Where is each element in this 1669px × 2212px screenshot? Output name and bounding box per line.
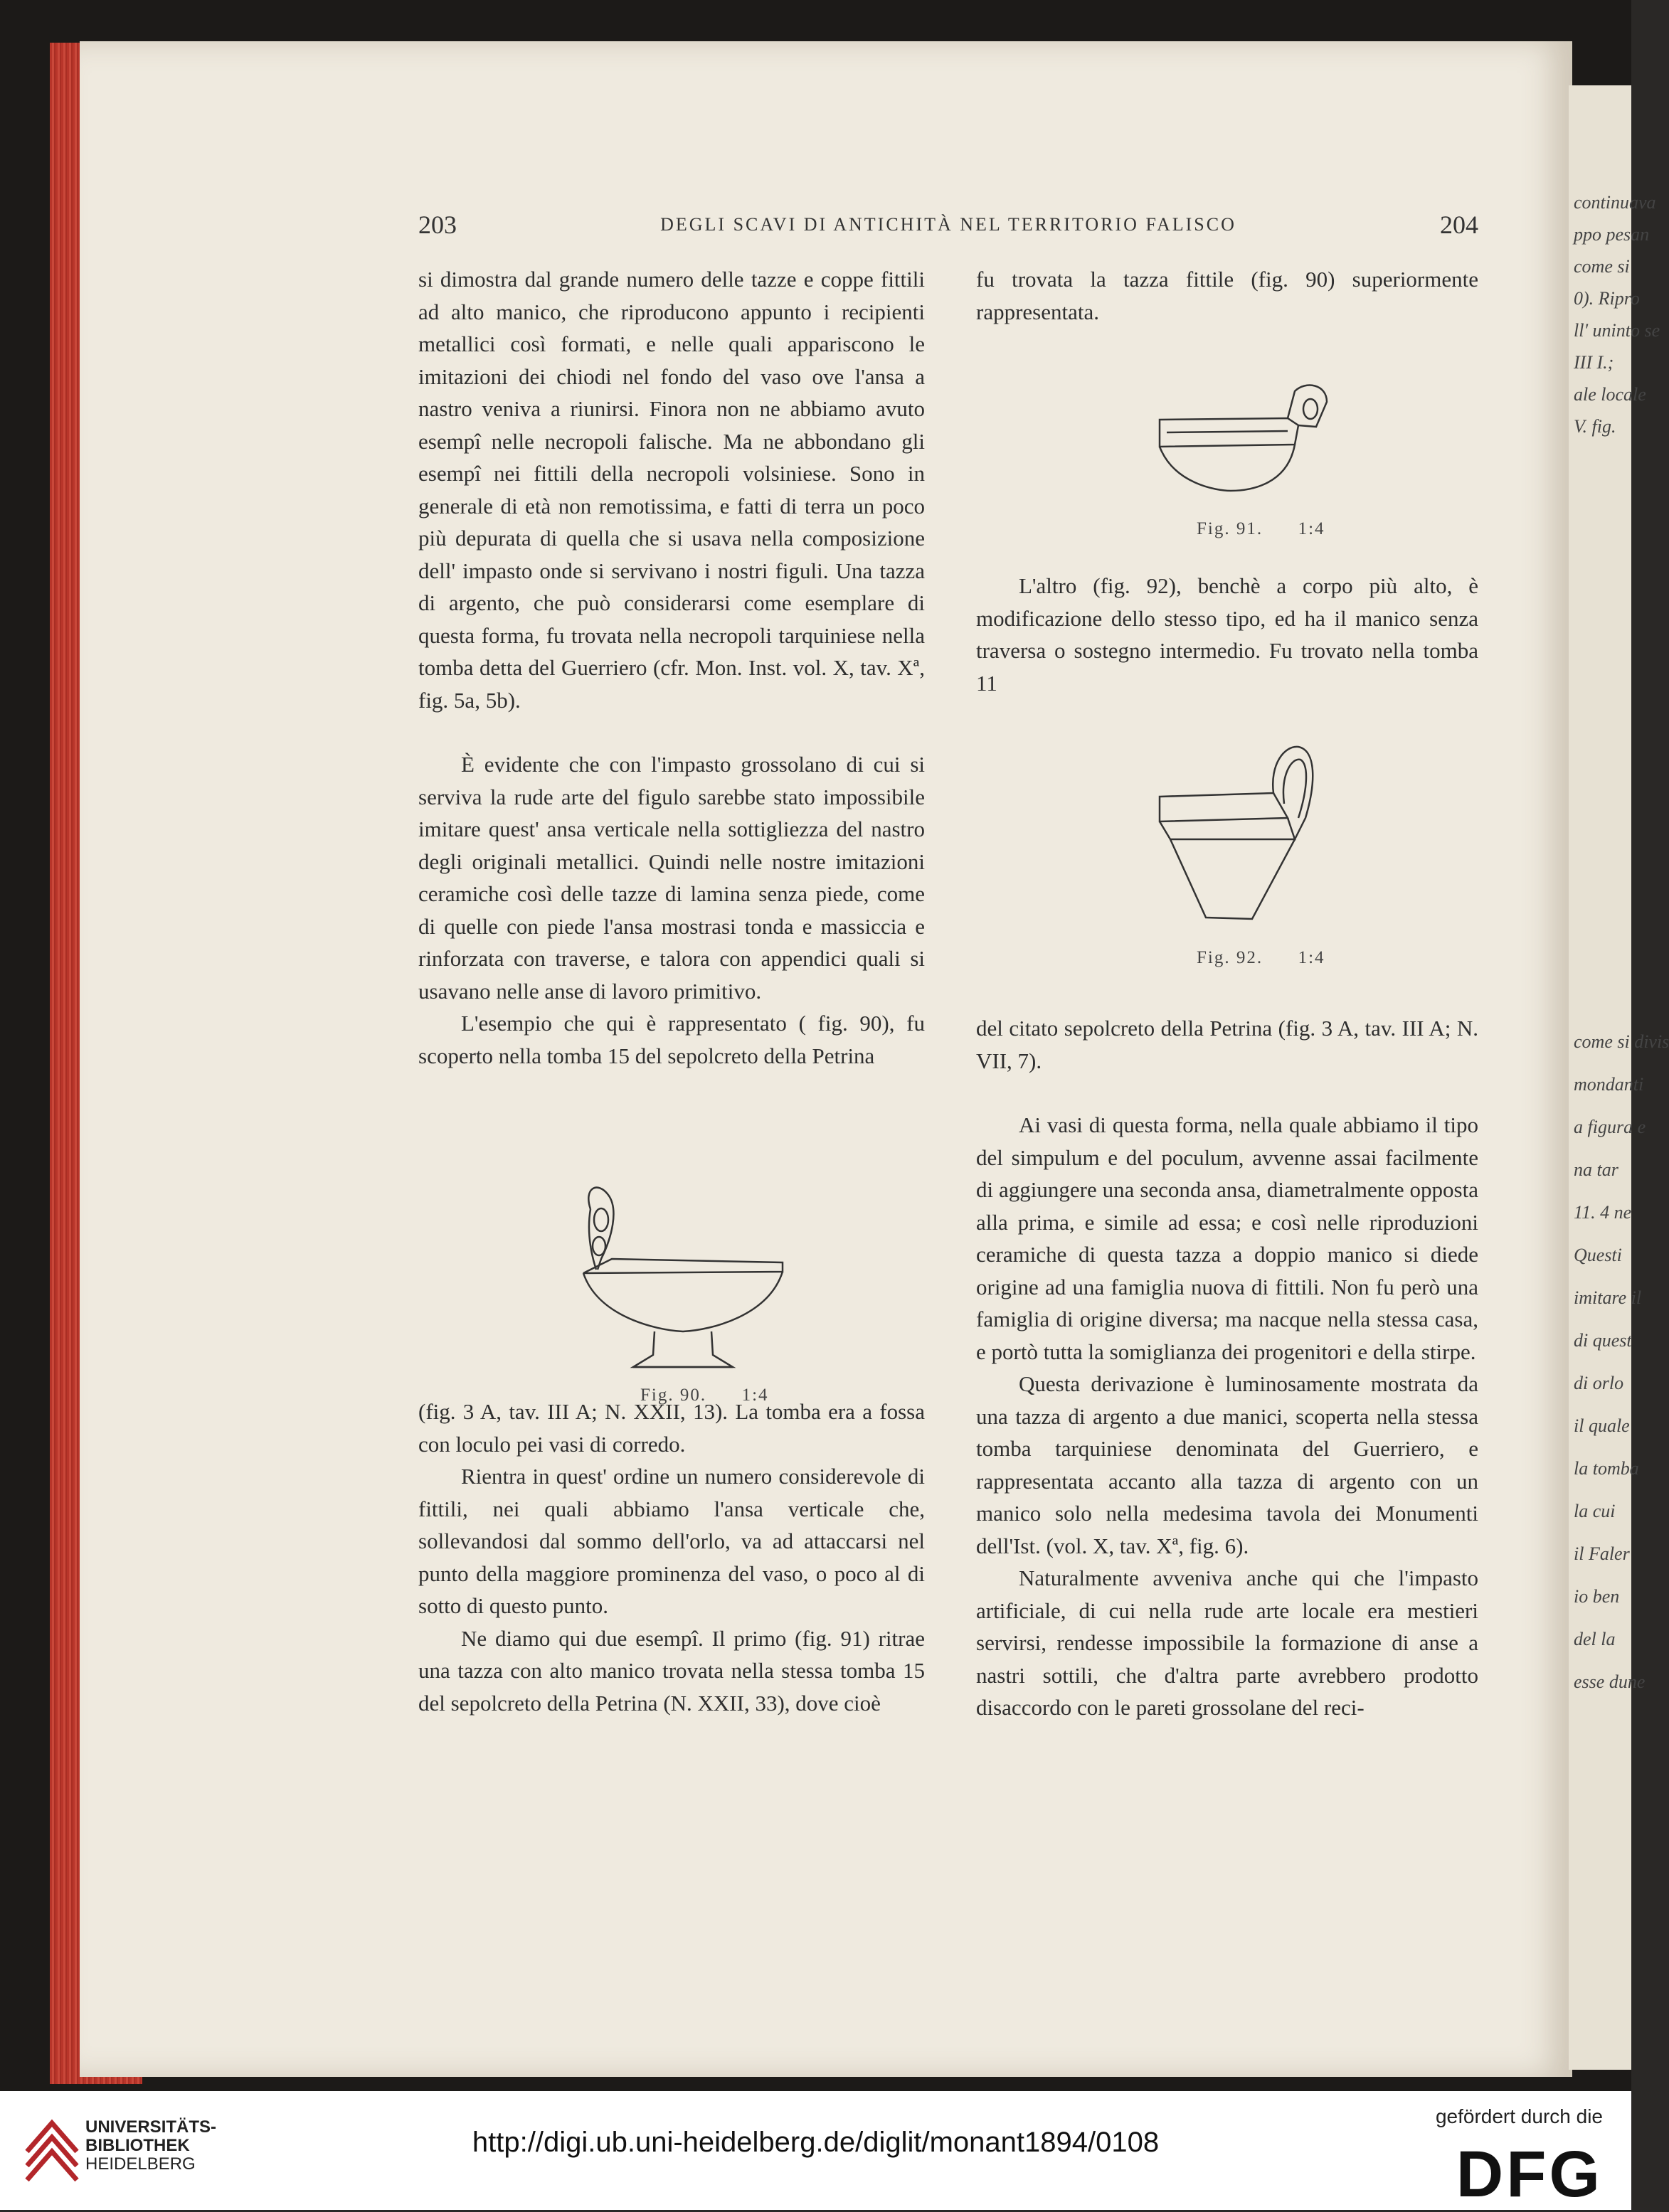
left-column [418, 263, 925, 1719]
next-page-fragment: ale locale [1574, 384, 1646, 405]
paragraph: Ai vasi di questa forma, nella quale abbiamo il tipo del simpulum e del poculum, avvenne assai facilmente di aggiungere una seconda ansa, diametralmente opposta alla prima, e simile ad essa; e così nelle riproduzioni ceramiche di questa tazza a doppio manico si diede origine ad una famiglia nuova di fittili. Non fu però una famiglia di origine diversa; ma nacque nella stessa casa, e portò tutta la somiglianza dei progenitori e della stirpe. [976, 1112, 1478, 1364]
permalink-url[interactable]: http://digi.ub.uni-heidelberg.de/diglit/monant1894/0108 [472, 2127, 1160, 2158]
figure-scale: 1:4 [1298, 519, 1325, 538]
figure-91-caption [1197, 519, 1325, 539]
next-page-fragment: III I.; [1574, 352, 1614, 373]
figure-scale: 1:4 [1298, 948, 1325, 967]
sponsor-label: gefördert durch die [1435, 2105, 1603, 2127]
paragraph: Ne diamo qui due esempî. Il primo (fig. 91) ritrae una tazza con alto manico trovata nella stessa tomba 15 del sepolcreto della Petrina (N. XXII, 33), dove cioè [418, 1625, 925, 1716]
page-number-right: 204 [1440, 211, 1478, 239]
figure-90-caption [640, 1386, 769, 1405]
next-page-fragment: come si [1574, 256, 1630, 277]
next-page-fragment: continuava [1574, 192, 1656, 213]
figure-91 [1145, 377, 1345, 505]
dfg-logo: DFG [1456, 2138, 1603, 2211]
paragraph: È evidente che con l'impasto grossolano di cui si serviva la rude arte del figulo sarebbe stato impossibile imitare quest' ansa verticale nella sottigliezza del nastro degli originali metallici. Quindi nelle nostre imitazioni ceramiche così delle tazze di lamina senza piede, come di quelle con piede l'ansa mostrasi tonda e massiccia e rinforzata con traverse, e talora con appendici quali si usavano nelle anse di lavoro primitivo. [418, 752, 925, 1004]
next-page-fragment: il quale [1574, 1415, 1630, 1436]
paragraph: fu trovata la tazza fittile (fig. 90) superiormente rappresentata. [976, 267, 1478, 324]
paragraph: L'altro (fig. 92), benchè a corpo più alto, è modificazione dello stesso tipo, ed ha il manico senza traversa o sostegno intermedio. Fu trovato nella tomba 11 [976, 573, 1478, 696]
next-page-fragment: come si divis [1574, 1031, 1669, 1052]
figure-label: Fig. 92. [1197, 948, 1263, 967]
paragraph: del citato sepolcreto della Petrina (fig. 3 A, tav. III A; N. VII, 7). [976, 1016, 1478, 1073]
ub-line: BIBLIOTHEK [85, 2136, 190, 2155]
footed-cup-drawing [569, 1181, 797, 1394]
cup-with-handle-drawing [1145, 377, 1345, 505]
paragraph: L'esempio che qui è rappresentato ( fig. 90), fu scoperto nella tomba 15 del sepolcreto della Petrina [418, 1011, 925, 1068]
next-page-fragment: di quest [1574, 1330, 1632, 1351]
next-page-fragment: mondanti [1574, 1074, 1644, 1095]
next-page-fragment: ll' uninto se [1574, 320, 1660, 341]
figure-scale: 1:4 [741, 1386, 769, 1405]
next-page-fragment: esse dune [1574, 1671, 1646, 1692]
paragraph: (fig. 3 A, tav. III A; N. XXII, 13). La tomba era a fossa con loculo pei vasi di corredo. [418, 1399, 925, 1457]
paragraph: Questa derivazione è luminosamente mostrata da una tazza di argento a due manici, scoperta nella stessa tomba tarquiniese denominata del Guerriero, e rappresentata accanto alla tazza di argento con un manico solo nella medesima tavola dei Monumenti dell'Ist. (vol. X, tav. Xª, fig. 6). [976, 1371, 1478, 1558]
paragraph: si dimostra dal grande numero delle tazze e coppe fittili ad alto manico, che riproducono appunto i recipienti metallici così formati, e nelle quali appariscono le imitazioni dei chiodi nel fondo del vaso ove l'ansa a nastro veniva a riunirsi. Finora non ne abbiamo avuto esempî nelle necropoli falische. Ma ne abbondano gli esempî nei fittili della necropoli volsiniese. Sono in generale di età non remotissima, e fatti di terra un poco più depurata di quella che si usava nella composizione dell' impasto onde si servivano i nostri figuli. Una tazza di argento, che può considerarsi come esemplare di questa forma, fu trovata nella necropoli tarquiniese nella tomba detta del Guerriero (cfr. Mon. Inst. vol. X, tav. Xª, fig. 5a, 5b). [418, 267, 925, 713]
next-page-fragment: del la [1574, 1629, 1616, 1649]
next-page-fragment: la tomba [1574, 1458, 1639, 1479]
paragraph: Naturalmente avveniva anche qui che l'impasto artificiale, di cui nella rude arte locale era mestieri servirsi, rendesse impossibile la formazione di anse a nastri sottili, che d'altra parte avrebbero prodotto disaccordo con le pareti grossolane del reci- [976, 1565, 1478, 1720]
figure-label: Fig. 90. [640, 1386, 707, 1405]
running-title: DEGLI SCAVI DI ANTICHITÀ NEL TERRITORIO FALISCO [660, 214, 1236, 235]
next-page-fragment: io ben [1574, 1586, 1620, 1607]
next-page-fragment: di orlo [1574, 1373, 1624, 1393]
next-page-fragment: imitare il [1574, 1287, 1642, 1308]
ub-line: UNIVERSITÄTS- [85, 2117, 217, 2137]
next-page-fragment: V. fig. [1574, 416, 1616, 437]
next-page-fragment: a figura e [1574, 1117, 1646, 1137]
page-number-left: 203 [418, 211, 457, 239]
next-page-fragment: la cui [1574, 1501, 1616, 1521]
paragraph: Rientra in quest' ordine un numero considerevole di fittili, nei quali abbiamo l'ansa verticale che, sollevandosi dal sommo dell'orlo, va ad attaccarsi nel punto della maggiore prominenza del vaso, o poco al di sotto di questo punto. [418, 1464, 925, 1618]
next-page-fragment: Questi [1574, 1245, 1622, 1265]
figure-90 [569, 1181, 797, 1394]
figure-92-caption [1197, 948, 1325, 968]
ub-line: HEIDELBERG [85, 2154, 196, 2174]
figure-92 [1145, 740, 1345, 932]
figure-label: Fig. 91. [1197, 519, 1263, 538]
next-page-fragment: 0). Ripro [1574, 288, 1640, 309]
page-header [418, 210, 1478, 245]
next-page-fragment: ppo pesan [1574, 224, 1650, 245]
tall-cup-drawing [1145, 740, 1345, 932]
next-page-fragment: na tar [1574, 1159, 1618, 1180]
next-page-fragment: il Faler [1574, 1543, 1630, 1564]
next-page-fragment: 11. 4 ne [1574, 1202, 1632, 1223]
